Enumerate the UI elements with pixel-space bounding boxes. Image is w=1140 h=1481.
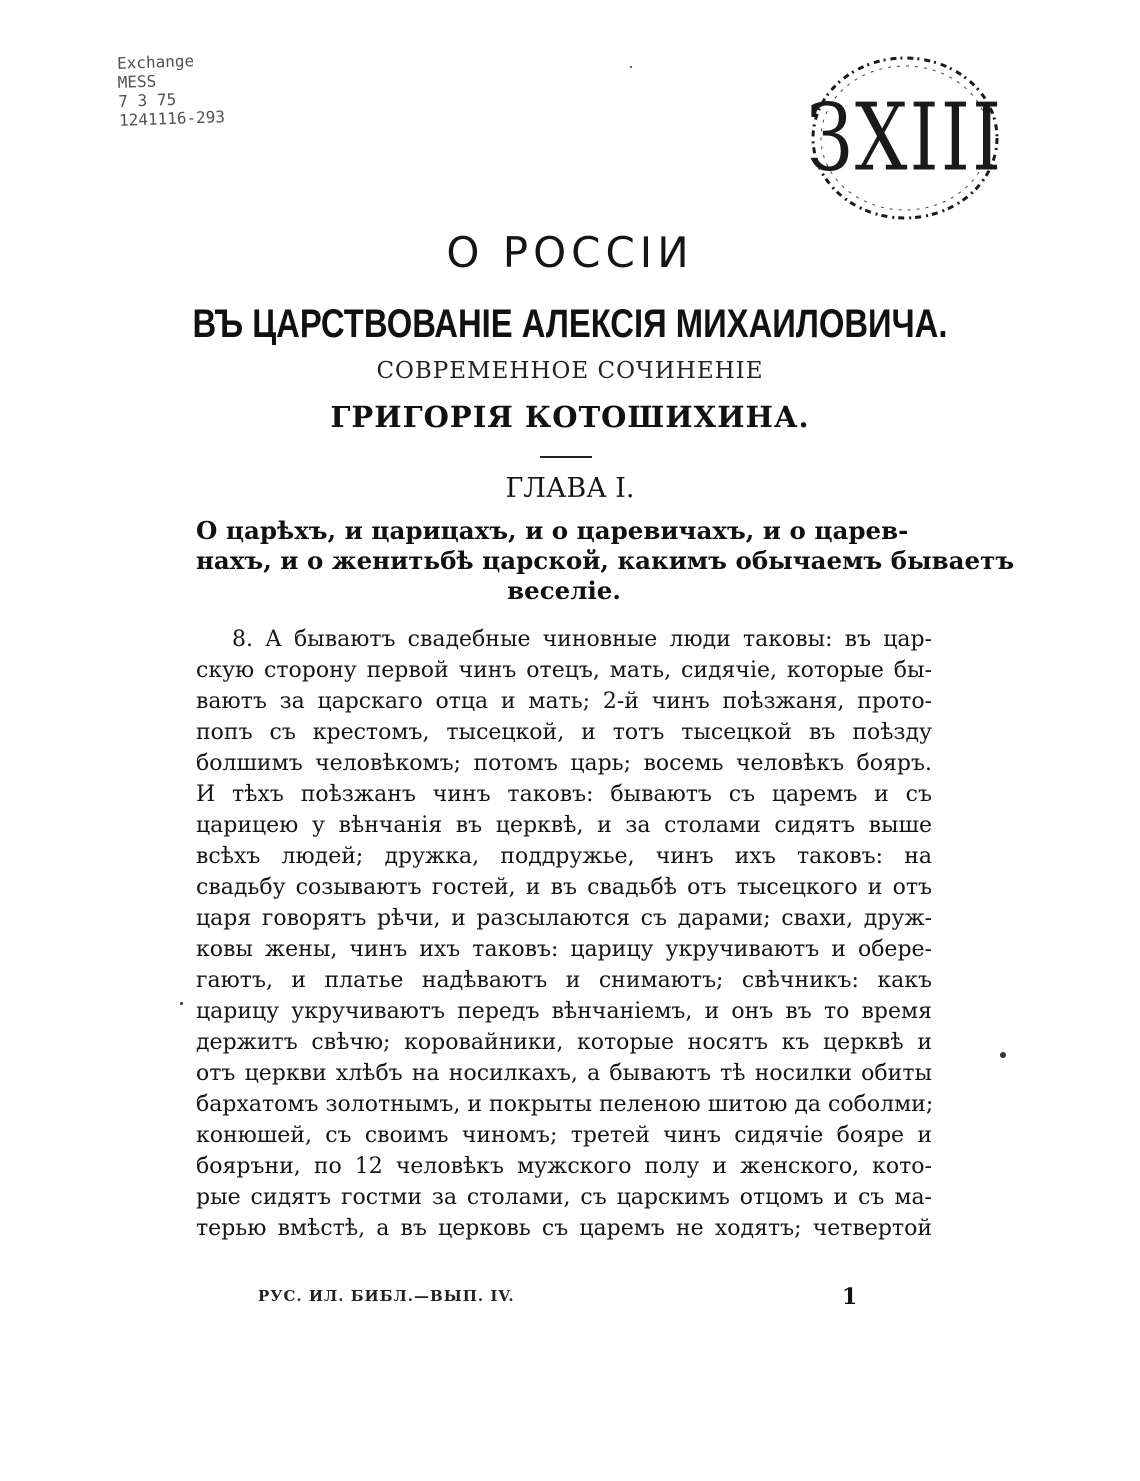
body-line: держитъ свѣчю; коровайники, которые носятъ къ церквѣ и	[196, 1030, 932, 1055]
body-line: отъ церкви хлѣбъ на носилкахъ, а бываютъ тѣ носилки обиты	[196, 1061, 932, 1086]
page-subtitle: ВЪ ЦАРСТВОВАНІЕ АЛЕКСІЯ МИХАИЛОВИЧА.	[192, 302, 948, 346]
body-line: И тѣхъ поѣзжанъ чинъ таковъ: бываютъ съ царемъ и съ	[196, 782, 932, 807]
library-mark-line: Exchange	[116, 51, 195, 73]
footer-series-label: РУС. ИЛ. БИБЛ.—ВЫП. IV.	[258, 1287, 515, 1305]
body-line: свадьбу созываютъ гостей, и въ свадьбѣ отъ тысецкого и отъ	[196, 875, 932, 900]
stamp-text: ЗХIII	[806, 83, 1004, 192]
title-divider	[540, 456, 592, 458]
chapter-label: ГЛАВА I.	[505, 473, 635, 504]
library-stamp	[805, 50, 1005, 225]
body-line: 8. А бываютъ свадебные чиновные люди таковы: въ цар-	[232, 627, 932, 652]
body-line: всѣхъ людей; дружка, поддружье, чинъ ихъ таковъ: на	[196, 844, 932, 869]
body-line: царицею у вѣнчанія въ церквѣ, и за столами сидятъ выше	[196, 813, 932, 838]
body-line: ковы жены, чинъ ихъ таковъ: царицу укручиваютъ и обере-	[196, 937, 932, 962]
work-description: СОВРЕМЕННОЕ СОЧИНЕНІЕ	[376, 358, 764, 384]
body-line: скую сторону первой чинъ отецъ, мать, сидячіе, которые бы-	[196, 658, 932, 683]
body-line: болшимъ человѣкомъ; потомъ царь; восемь человѣкъ бояръ.	[196, 751, 932, 776]
library-mark-line: MESS	[117, 71, 157, 92]
author-name: ГРИГОРІЯ КОТОШИХИНА.	[330, 400, 810, 434]
page-title: О РОССІИ	[446, 228, 694, 277]
page-number: 1	[842, 1284, 858, 1310]
chapter-heading	[196, 516, 1015, 606]
body-line: ваютъ за царскаго отца и мать; 2-й чинъ поѣзжаня, прото-	[196, 689, 932, 714]
scan-speck	[1000, 1052, 1006, 1058]
body-line: терью вмѣстѣ, а въ церковь съ царемъ не ходятъ; четвертой	[196, 1216, 932, 1241]
body-line: царицу укручиваютъ передъ вѣнчаніемъ, и онъ въ то время	[196, 999, 932, 1024]
body-line: царя говорятъ рѣчи, и разсылаются съ дарами; свахи, друж-	[196, 906, 932, 931]
body-line: бояръни, по 12 человѣкъ мужского полу и женского, кото-	[196, 1154, 932, 1179]
body-line: рые сидятъ гостми за столами, съ царскимъ отцомъ и съ ма-	[196, 1185, 932, 1210]
chapter-heading-line: веселіе.	[507, 576, 621, 605]
body-line: бархатомъ золотнымъ, и покрыты пеленою шитою да соболми;	[196, 1092, 934, 1117]
body-line: гаютъ, и платье надѣваютъ и снимаютъ; свѣчникъ: какъ	[196, 968, 932, 993]
chapter-heading-line: нахъ, и о женитьбѣ царской, какимъ обычаемъ бываетъ	[196, 546, 1015, 575]
body-line: конюшей, съ своимъ чиномъ; третей чинъ сидячіе бояре и	[196, 1123, 932, 1148]
chapter-heading-line: О царѣхъ, и царицахъ, и о царевичахъ, и о царев-	[196, 516, 909, 545]
scan-speck	[630, 66, 632, 68]
body-line: попъ съ крестомъ, тысецкой, и тотъ тысецкой въ поѣзду	[196, 720, 932, 745]
body-text	[196, 624, 932, 1244]
library-mark-line: 7 3 75	[118, 89, 177, 111]
scan-speck	[180, 1002, 183, 1005]
library-accession-mark	[117, 50, 226, 130]
library-mark-line: 1241116-293	[118, 107, 226, 130]
